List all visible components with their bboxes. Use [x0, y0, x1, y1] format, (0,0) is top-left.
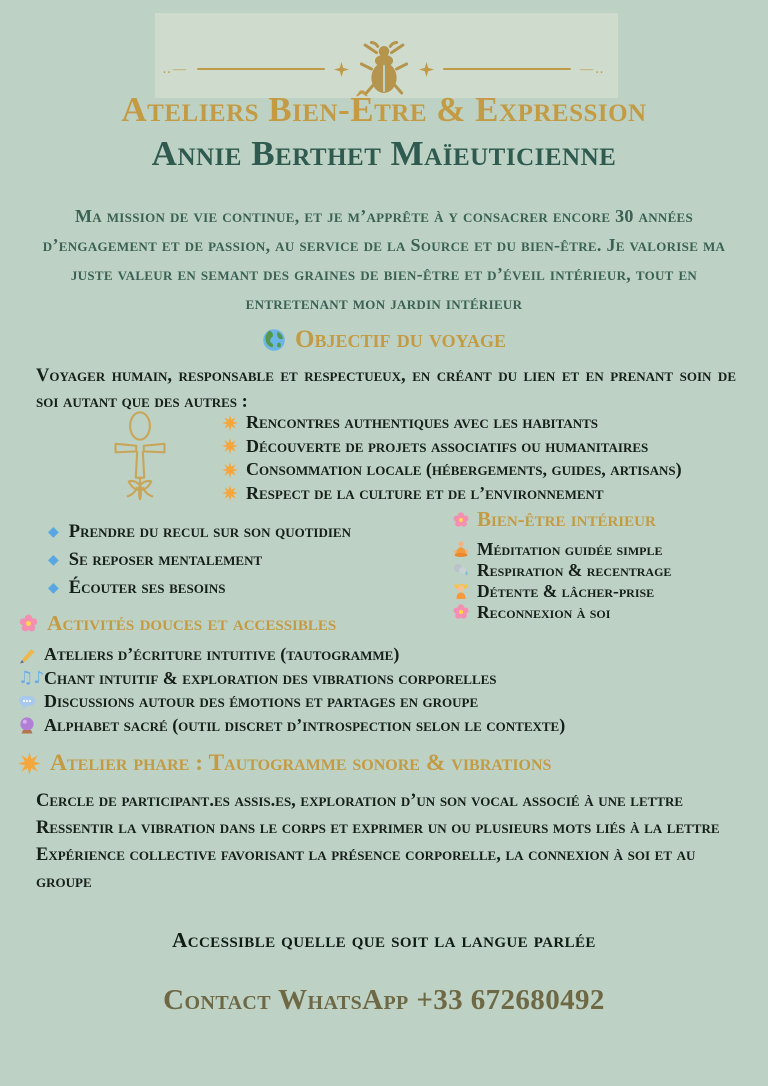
list-item: [222, 460, 682, 479]
blossom-icon: [18, 613, 39, 634]
list-item: [18, 716, 565, 735]
globe-icon: [262, 328, 286, 352]
pen-icon: [18, 646, 36, 664]
meditation-icon: [452, 540, 470, 558]
section-heading-label: Atelier phare : Tautogramme sonore & vibrations: [50, 750, 552, 776]
list-item-label: Se reposer mentalement: [68, 550, 263, 570]
description-line: Expérience collective favorisant la présence corporelle, la connexion à soi et au groupe: [36, 845, 696, 892]
list-item-label: Découverte de projets associatifs ou humanitaires: [246, 435, 649, 456]
crystal-ball-icon: [18, 716, 36, 734]
list-item: [452, 582, 671, 600]
list-item-label: Respiration & recentrage: [477, 560, 672, 580]
list-item: [18, 645, 565, 664]
blossom-icon: [452, 511, 470, 529]
section-heading-label: Objectif du voyage: [295, 326, 506, 353]
mission-statement: Ma mission de vie continue, et je m’apprête à y consacrer encore 30 années d’engagement et de passion, au service de la Source et du bien-être. Je valorise ma juste valeur en semant des graines de bien-être et d’éveil intérieur, tout en entretenant mon jardin intérieur: [42, 206, 726, 313]
voyage-list: [222, 413, 682, 503]
star-icon: [222, 438, 238, 454]
list-item-label: Prendre du recul sur son quotidien: [68, 522, 351, 542]
speech-bubble-icon: [18, 693, 36, 711]
star-icon: [222, 485, 238, 501]
sparkle-icon: [419, 62, 434, 77]
list-item: [48, 550, 351, 571]
music-notes-icon: ♫♪: [18, 667, 45, 688]
whatsapp-contact: Contact WhatsApp +33 672680492: [163, 984, 605, 1016]
diamond-icon: ◆: [48, 524, 59, 540]
list-item-label: Détente & lâcher-prise: [477, 581, 655, 601]
divider-line-right: [443, 68, 571, 70]
list-item: [222, 484, 682, 503]
star-icon: [222, 415, 238, 431]
list-item: [452, 540, 671, 558]
divider-dashes-right: —‥: [580, 61, 606, 76]
section-heading-atelier-phare: [18, 750, 551, 777]
list-item: [18, 669, 565, 688]
list-item-label: Discussions autour des émotions et partages en groupe: [44, 691, 479, 711]
section-heading-bien-etre: [452, 507, 656, 532]
list-item-label: Écouter ses besoins: [68, 578, 226, 598]
list-item-label: Alphabet sacré (outil discret d’introspection selon le contexte): [44, 714, 566, 735]
atelier-phare-description: [36, 788, 748, 896]
list-item-label: Méditation guidée simple: [477, 539, 663, 559]
voyage-intro: Voyager humain, responsable et respectueux, en créant du lien et en prenant soin de soi autant que des autres :: [36, 366, 736, 412]
list-item: [222, 437, 682, 456]
diamond-icon: ◆: [48, 552, 59, 568]
divider-dashes-left: ‥—: [162, 61, 188, 76]
page-title: Ateliers Bien-Être & Expression: [121, 90, 647, 129]
list-item: [18, 692, 565, 711]
section-heading-label: Activités douces et accessibles: [47, 611, 337, 635]
blossom-icon: [452, 603, 470, 621]
list-item-label: Consommation locale (hébergements, guides, artisans): [246, 459, 682, 479]
author-name: Annie Berthet Maïeuticienne: [151, 134, 617, 173]
section-heading-label: Bien-être intérieur: [477, 507, 656, 531]
activites-list: [18, 645, 565, 735]
list-item-label: Rencontres authentiques avec les habitants: [246, 412, 598, 432]
list-item-label: Chant intuitif & exploration des vibrations corporelles: [44, 667, 497, 688]
description-line: Ressentir la vibration dans le corps et exprimer un ou plusieurs mots liés à la lettre: [36, 818, 720, 838]
sparkle-icon: [334, 62, 349, 77]
star-icon: [222, 462, 238, 478]
accessibility-note: Accessible quelle que soit la langue parlée: [172, 928, 596, 952]
description-line: Cercle de participant.es assis.es, exploration d’un son vocal associé à une lettre: [36, 791, 684, 811]
list-item-label: Respect de la culture et de l’environnement: [246, 482, 604, 503]
divider-line-left: [197, 68, 325, 70]
ankh-lotus-icon: [110, 410, 170, 504]
breath-icon: [452, 561, 470, 579]
star-icon: [18, 752, 41, 775]
section-heading-activites: [18, 611, 336, 636]
list-item: [48, 522, 351, 543]
list-item: [452, 603, 671, 621]
bien-etre-list: [452, 540, 671, 621]
relaxation-icon: [452, 582, 470, 600]
list-item: [452, 561, 671, 579]
section-heading-objectif: [0, 326, 768, 354]
pause-list: [48, 522, 351, 599]
list-item-label: Ateliers d’écriture intuitive (tautogramme): [44, 644, 400, 664]
list-item-label: Reconnexion à soi: [477, 602, 611, 622]
list-item: [48, 578, 351, 599]
list-item: [222, 413, 682, 432]
diamond-icon: ◆: [48, 580, 59, 596]
